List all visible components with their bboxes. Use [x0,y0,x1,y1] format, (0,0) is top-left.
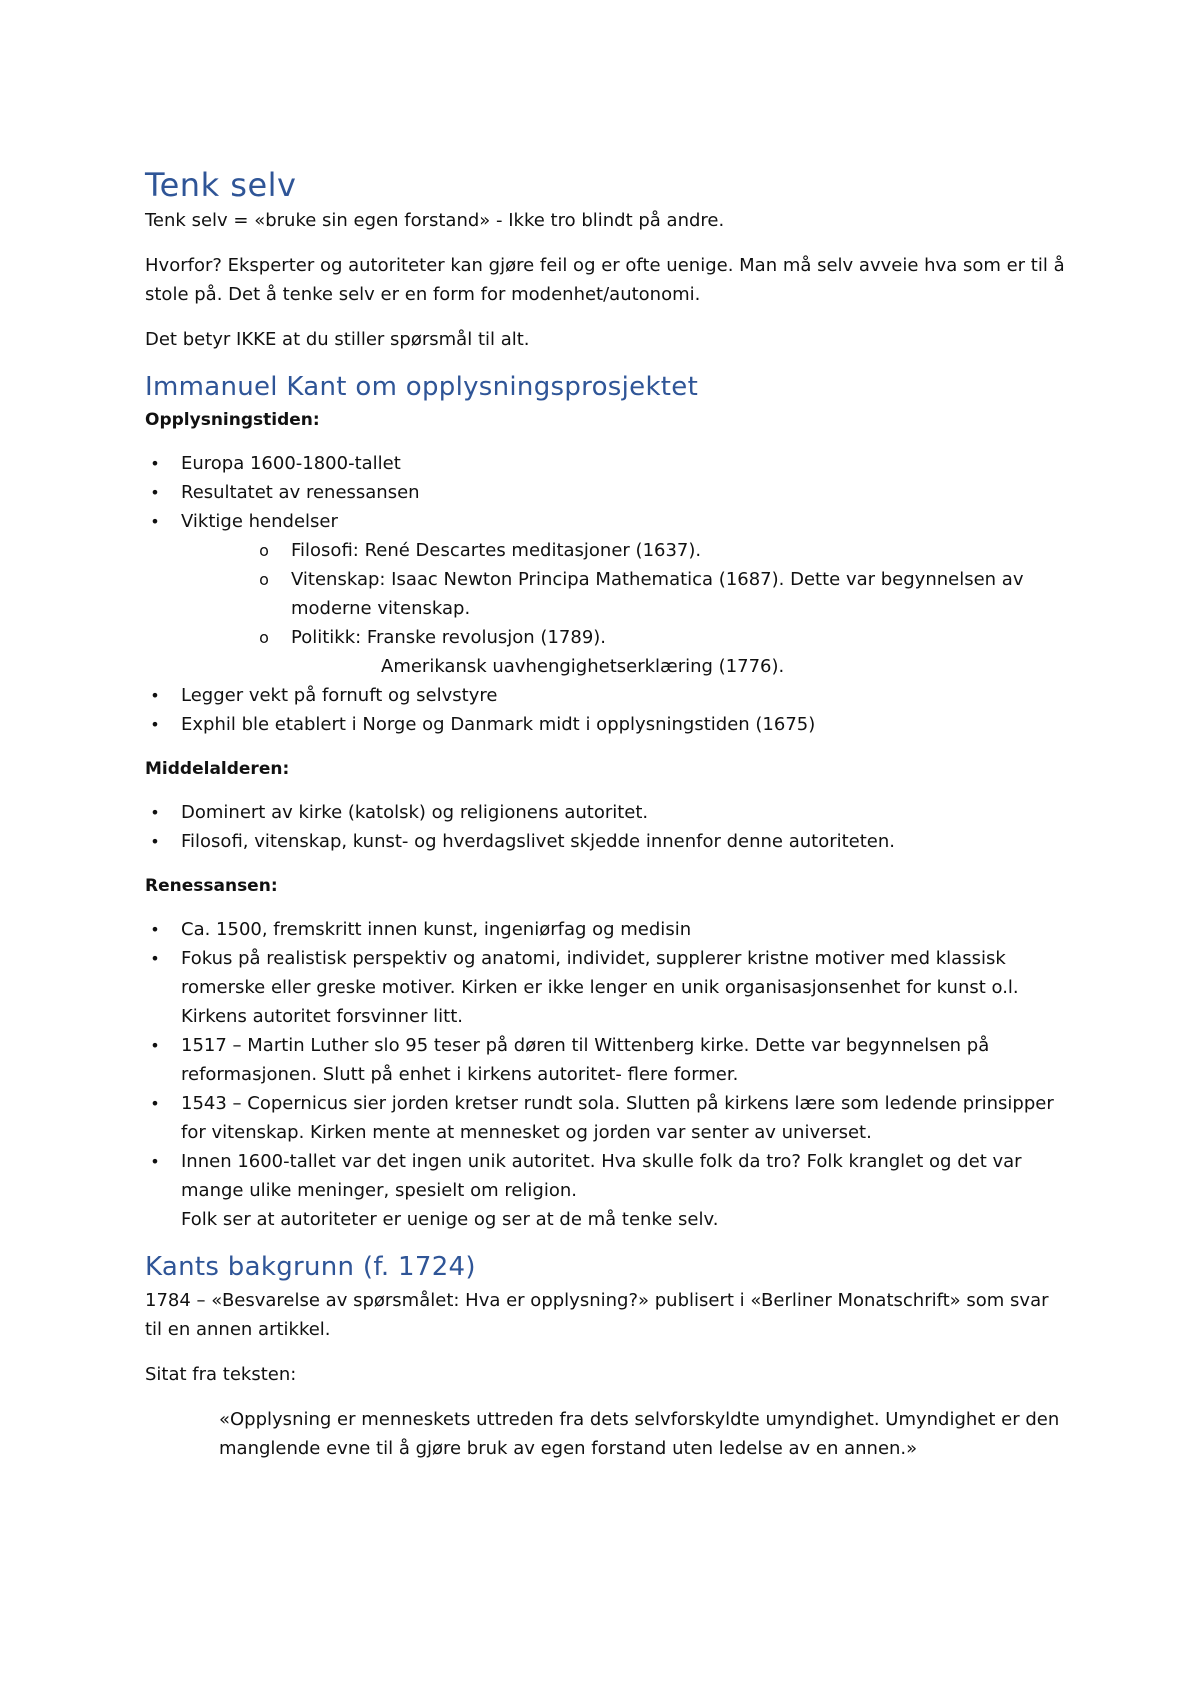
list-item: • 1517 – Martin Luther slo 95 teser på døren til Wittenberg kirke. Dette var begynnelsen på reformasjonen. Slutt på enhet i kirkens autoritet- flere former. [145,1031,1065,1089]
list-item: • Viktige hendelser o Filosofi: René Descartes meditasjoner (1637). o Vitenskap: Isaac Newton Principa Mathematica (1687). Dette var begynnelsen av moderne vitenskap. o Politikk: Franske revolusjon (1789). Amerikansk uavhengighetserklæring (1776). [145,507,1065,681]
sub-list-item: o Filosofi: René Descartes meditasjoner (1637). [181,536,1065,565]
list-item: • Fokus på realistisk perspektiv og anatomi, individet, supplerer kristne motiver med klassisk romerske eller greske motiver. Kirken er ikke lenger en unik organisasjonsenhet for kunst o.l. Kirkens autoritet forsvinner litt. [145,944,1065,1031]
bullet-icon: • [150,949,160,968]
list-item: • Exphil ble etablert i Norge og Danmark midt i opplysningstiden (1675) [145,710,1065,739]
bullet-icon: • [150,1036,160,1055]
bullet-icon: • [150,715,160,734]
sub-bullet-icon: o [259,570,269,589]
sub-list-item: o Politikk: Franske revolusjon (1789). Amerikansk uavhengighetserklæring (1776). [181,623,1065,681]
bullet-icon: • [150,920,160,939]
list-item: • 1543 – Copernicus sier jorden kretser rundt sola. Slutten på kirkens lære som ledende prinsipper for vitenskap. Kirken mente at mennesket og jorden var senter av universet. [145,1089,1065,1147]
sub-list-continuation: Amerikansk uavhengighetserklæring (1776). [381,656,785,677]
renessansen-label: Renessansen: [145,876,278,896]
background-paragraph: 1784 – «Besvarelse av spørsmålet: Hva er opplysning?» publisert i «Berliner Monatschrift» som svar til en annen artikkel. [145,1290,1049,1340]
section-heading-background: Kants bakgrunn (f. 1724) [145,1252,476,1282]
bullet-icon: • [150,832,160,851]
bullet-icon: • [150,512,160,531]
intro-paragraph-1: Tenk selv = «bruke sin egen forstand» - Ikke tro blindt på andre. [145,210,725,231]
bullet-icon: • [150,454,160,473]
bullet-icon: • [150,483,160,502]
section-heading-kant: Immanuel Kant om opplysningsprosjektet [145,372,699,402]
opplysningstiden-list [145,449,1065,739]
list-item: • Dominert av kirke (katolsk) og religionens autoritet. [145,798,1065,827]
bullet-icon: • [150,1152,160,1171]
list-item-extra-line: Folk ser at autoriteter er uenige og ser at de må tenke selv. [181,1209,719,1230]
list-item: • Legger vekt på fornuft og selvstyre [145,681,1065,710]
bullet-icon: • [150,1094,160,1113]
intro-paragraph-2: Hvorfor? Eksperter og autoriteter kan gjøre feil og er ofte uenige. Man må selv avveie hva som er til å stole på. Det å tenke selv er en form for modenhet/autonomi. [145,255,1065,305]
list-item: • Ca. 1500, fremskritt innen kunst, ingeniørfag og medisin [145,915,1065,944]
middelalderen-list [145,798,1065,856]
quote-label: Sitat fra teksten: [145,1364,297,1385]
list-item: • Europa 1600-1800-tallet [145,449,1065,478]
page-title: Tenk selv [145,166,297,204]
intro-paragraph-3: Det betyr IKKE at du stiller spørsmål til alt. [145,329,530,350]
list-item: • Resultatet av renessansen [145,478,1065,507]
renessansen-list [145,915,1065,1234]
bullet-icon: • [150,686,160,705]
sub-list [181,536,1065,681]
kant-quote: «Opplysning er menneskets uttreden fra dets selvforskyldte umyndighet. Umyndighet er den manglende evne til å gjøre bruk av egen forstand uten ledelse av en annen.» [219,1409,1060,1459]
bullet-icon: • [150,803,160,822]
middelalderen-label: Middelalderen: [145,759,290,779]
list-item: • Innen 1600-tallet var det ingen unik autoritet. Hva skulle folk da tro? Folk kranglet og det var mange ulike meninger, spesielt om religion. Folk ser at autoriteter er uenige og ser at de må tenke selv. [145,1147,1065,1234]
sub-list-item: o Vitenskap: Isaac Newton Principa Mathematica (1687). Dette var begynnelsen av moderne vitenskap. [181,565,1065,623]
sub-bullet-icon: o [259,628,269,647]
list-item: • Filosofi, vitenskap, kunst- og hverdagslivet skjedde innenfor denne autoriteten. [145,827,1065,856]
opplysningstiden-label: Opplysningstiden: [145,410,320,430]
document-page [145,166,1065,1479]
sub-bullet-icon: o [259,541,269,560]
